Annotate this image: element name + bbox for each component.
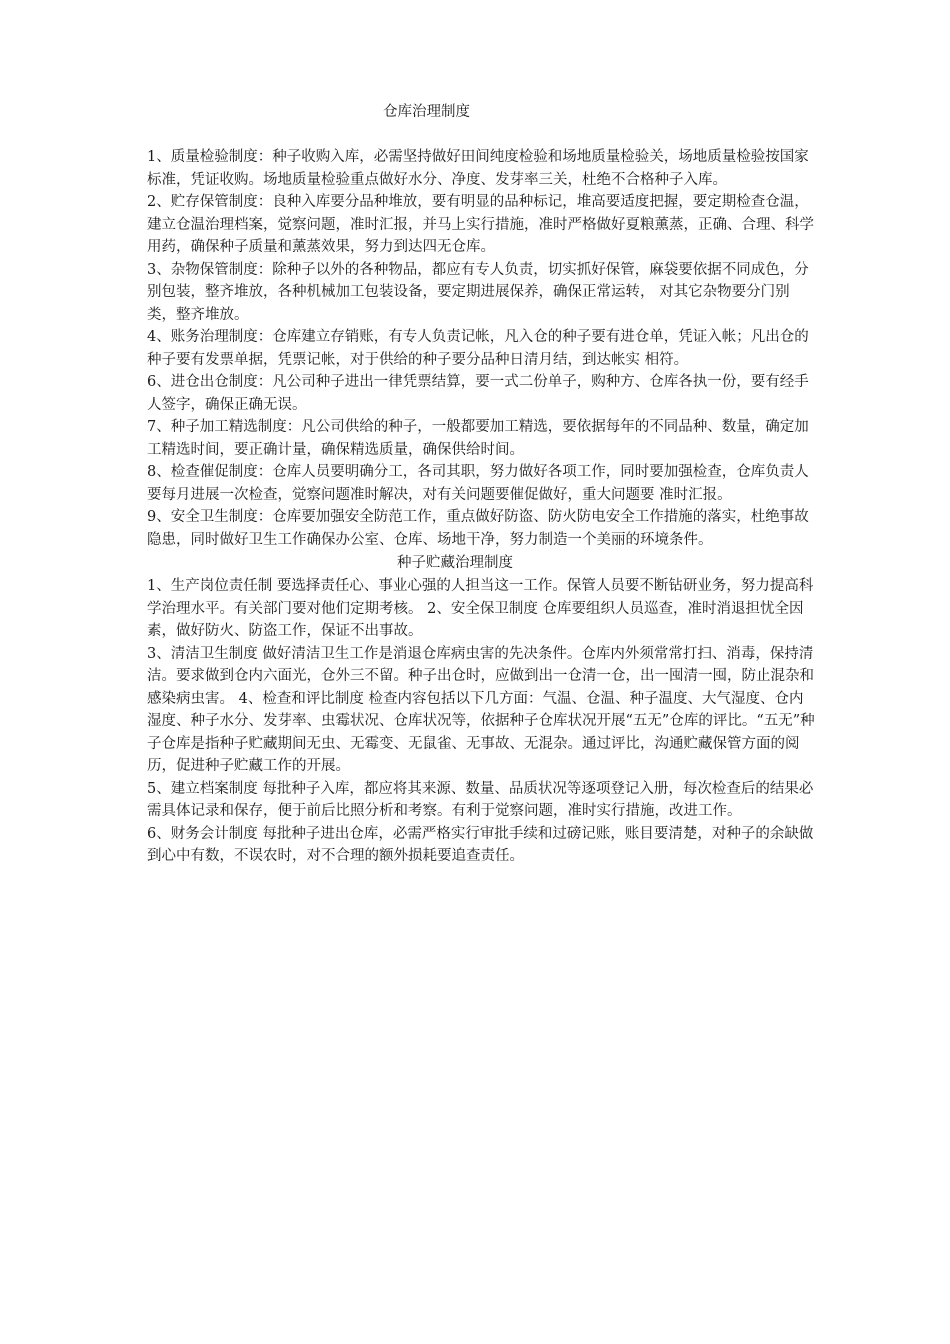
section-accounts-management: 4、账务治理制度：仓库建立存销账，有专人负责记帐，凡入仓的种子要有进仓单，凭证入帐；凡出仓的种子要有发票单据，凭票记帐，对于供给的种子要分品种日清月结，到达帐实 相符。: [147, 329, 809, 368]
sub-section-responsibility-security: 1、生产岗位责任制 要选择责任心、事业心强的人担当这一工作。保管人员要不断钻研业务，努力提高科学治理水平。有关部门要对他们定期考核。 2、安全保卫制度 仓库要组织人员巡查，准时消退担忧全因素，做好防火、防盗工作，保证不出事故。: [147, 578, 814, 639]
sub-section-cleaning-inspection: 3、清洁卫生制度 做好清洁卫生工作是消退仓库病虫害的先决条件。仓库内外须常常打扫、消毒，保持清洁。要求做到仓内六面光，仓外三不留。种子出仓时，应做到出一仓清一仓，出一囤清一囤，防止混杂和感染病虫害。 4、检查和评比制度 检查内容包括以下几方面：气温、仓温、种子温度、大气湿度、仓内湿度、种子水分、发芽率、虫霉状况、仓库状况等，依据种子仓库状况开展“五无”仓库的评比。“五无”种子仓库是指种子贮藏期间无虫、无霉变、无鼠雀、无事故、无混杂。通过评比，沟通贮藏保管方面的阅历，促进种子贮藏工作的开展。: [147, 645, 815, 774]
section-warehouse-in-out: 6、进仓出仓制度：凡公司种子进出一律凭票结算，要一式二份单子，购种方、仓库各执一份，要有经手人签字，确保正确无误。: [147, 374, 809, 413]
seed-storage-subtitle: 种子贮藏治理制度: [397, 555, 513, 571]
section-quality-inspection: 1、质量检验制度：种子收购入库，必需坚持做好田间纯度检验和场地质量检验关，场地质量检验按国家标准，凭证收购。场地质量检验重点做好水分、净度、发芽率三关，杜绝不合格种子入库。: [147, 149, 809, 188]
sub-section-archives: 5、建立档案制度 每批种子入库，都应将其来源、数量、品质状况等逐项登记入册，每次检查后的结果必需具体记录和保存，便于前后比照分析和考察。有利于觉察问题，准时实行措施，改进工作。: [147, 780, 814, 819]
section-seed-processing: 7、种子加工精选制度：凡公司供给的种子，一般都要加工精选，要依据每年的不同品种、数量，确定加工精选时间，要正确计量，确保精选质量，确保供给时间。: [147, 419, 809, 458]
section-sundries-custody: 3、杂物保管制度：除种子以外的各种物品，都应有专人负责，切实抓好保管，麻袋要依据不同成色，分别包装，整齐堆放，各种机械加工包装设备，要定期进展保养，确保正常运转， 对其它杂物要分门别类，整齐堆放。: [147, 261, 809, 323]
section-inspection-supervision: 8、检查催促制度：仓库人员要明确分工，各司其职，努力做好各项工作，同时要加强检查，仓库负责人要每月进展一次检查，觉察问题准时解决，对有关问题要催促做好，重大问题要 准时汇报。: [147, 464, 809, 503]
section-storage-custody: 2、贮存保管制度：良种入库要分品种堆放，要有明显的品种标记，堆高要适度把握，要定期检查仓温，建立仓温治理档案，觉察问题，准时汇报，并马上实行措施，准时严格做好夏粮薰蒸，正确、合理、科学用药，确保种子质量和薰蒸效果，努力到达四无仓库。: [147, 194, 814, 255]
document-body: [147, 100, 817, 868]
sub-section-finance: 6、财务会计制度 每批种子进出仓库，必需严格实行审批手续和过磅记账，账目要清楚，对种子的余缺做到心中有数，不误农时，对不合理的额外损耗要追查责任。: [147, 825, 814, 864]
section-safety-hygiene: 9、安全卫生制度：仓库要加强安全防范工作，重点做好防盗、防火防电安全工作措施的落实，杜绝事故隐患，同时做好卫生工作确保办公室、仓库、场地干净，努力制造一个美丽的环境条件。: [147, 509, 809, 548]
title-spacer: [147, 124, 817, 146]
document-title: 仓库治理制度: [383, 104, 470, 120]
